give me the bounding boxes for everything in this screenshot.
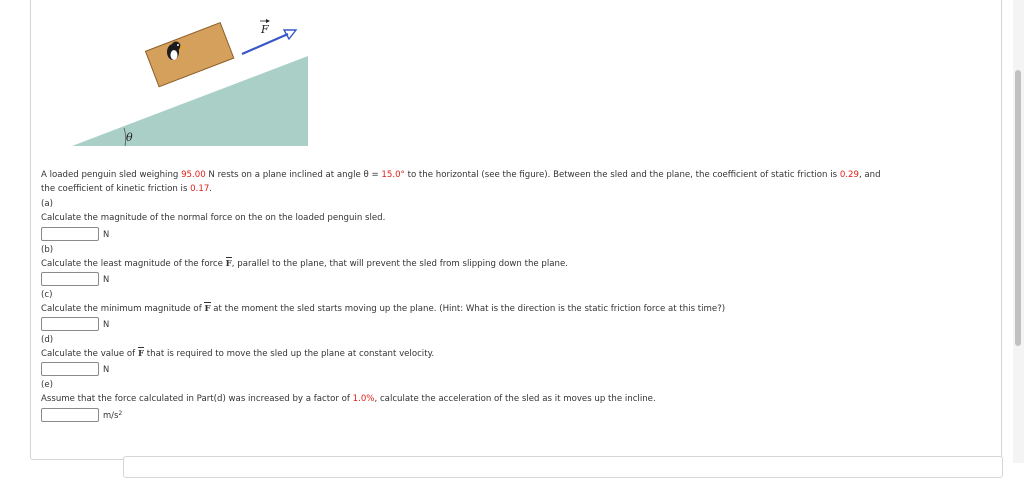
part-c-answer-row	[41, 317, 109, 331]
part-e-answer-row	[41, 408, 122, 422]
force-vector-symbol: F	[225, 259, 232, 269]
part-d-answer-input[interactable]	[41, 362, 99, 376]
force-vector-symbol: F	[137, 349, 145, 359]
part-a-answer-input[interactable]	[41, 227, 99, 241]
incline-figure	[70, 10, 320, 150]
sled-box	[145, 23, 233, 87]
part-d-answer-row	[41, 362, 109, 376]
angle-value: 15.0°	[381, 170, 405, 180]
part-d-label: (d)	[41, 335, 54, 345]
part-a-label: (a)	[41, 199, 53, 209]
scrollbar-thumb[interactable]	[1015, 70, 1021, 346]
part-b-answer-input[interactable]	[41, 272, 99, 286]
part-a-question: Calculate the magnitude of the normal force on the on the loaded penguin sled.	[41, 213, 386, 223]
part-b-unit: N	[103, 274, 110, 284]
part-a-unit: N	[103, 229, 110, 239]
force-vector-symbol: F	[204, 304, 211, 314]
part-b-label: (b)	[41, 245, 54, 255]
kinetic-friction-value: 0.17	[190, 184, 210, 194]
part-c-unit: N	[103, 319, 110, 329]
part-c-answer-input[interactable]	[41, 317, 99, 331]
weight-value: 95.00	[181, 170, 206, 180]
part-c-question: Calculate the minimum magnitude of F at the moment the sled starts moving up the plane. (Hint: What is the direction is the static friction force at this time?)	[41, 304, 726, 314]
factor-value: 1.0%	[352, 394, 375, 404]
force-label: F	[261, 23, 269, 36]
part-e-answer-input[interactable]	[41, 408, 99, 422]
part-d-unit: N	[103, 364, 110, 374]
static-friction-value: 0.29	[839, 170, 859, 180]
part-b-question: Calculate the least magnitude of the force F, parallel to the plane, that will prevent the sled from slipping down the plane.	[41, 259, 568, 269]
problem-text-line1: A loaded penguin sled weighing 95.00 N rests on a plane inclined at angle θ = 15.0° to the horizontal (see the figure). Between the sled and the plane, the coefficient of static friction is 0.29, and	[41, 170, 881, 180]
part-e-unit: $m/s^2$	[103, 410, 123, 420]
part-e-question: Assume that the force calculated in Part(d) was increased by a factor of 1.0%, calculate the acceleration of the sled as it moves up the incline.	[41, 394, 656, 404]
part-c-label: (c)	[41, 290, 53, 300]
force-arrowhead	[284, 30, 296, 39]
part-b-answer-row	[41, 272, 109, 286]
next-section-box	[123, 456, 1003, 478]
force-arrow	[242, 34, 288, 54]
angle-label: θ	[126, 131, 133, 144]
part-d-question: Calculate the value of F that is required to move the sled up the plane at constant velocity.	[41, 349, 435, 359]
part-e-label: (e)	[41, 380, 53, 390]
problem-text-line2: the coefficient of kinetic friction is 0.17.	[41, 184, 213, 194]
part-a-answer-row	[41, 227, 109, 241]
